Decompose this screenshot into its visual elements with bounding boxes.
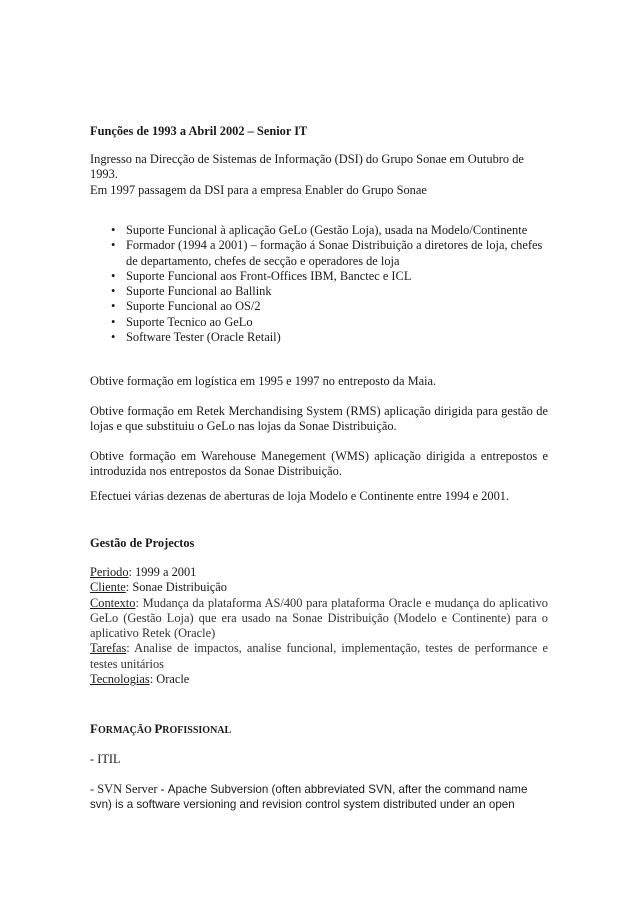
list-item: • Suporte Funcional ao OS/2 — [111, 299, 261, 314]
section-heading-formacao: FORMAÇÃO PROFISSIONAL — [90, 721, 232, 736]
bullet-icon: • — [111, 268, 116, 283]
project-details — [90, 565, 548, 687]
intro-line-2: Em 1997 passagem da DSI para a empresa Enabler do Grupo Sonae — [90, 182, 427, 197]
training-item-svn: - SVN Server - Apache Subversion (often abbreviated SVN, after the command name svn) is a software versioning and revision control system distributed under an open — [90, 782, 528, 812]
list-item: • Suporte Funcional à aplicação GeLo (Gestão Loja), usada na Modelo/Continente — [111, 223, 528, 237]
training-item-itil: - ITIL — [90, 752, 121, 766]
list-item: • Suporte Funcional aos Front-Offices IBM, Banctec e ICL — [111, 268, 412, 283]
bullet-icon: • — [111, 238, 116, 253]
project-context: Contexto: Mudança da plataforma AS/400 para plataforma Oracle e mudança do aplicativo GeLo (Gestão Loja) que era usado na Sonae Distribuição (Modelo e Continente) para o aplicativo Retek (Oracle) — [90, 595, 548, 641]
project-period: Periodo: 1999 a 2001 — [90, 565, 197, 579]
intro-line-1b: 1993. — [90, 167, 118, 182]
bullet-icon: • — [111, 299, 116, 314]
responsibility-list — [90, 223, 548, 345]
list-item: • Software Tester (Oracle Retail) — [111, 330, 281, 345]
section-heading-projects: Gestão de Projectos — [90, 536, 195, 550]
bullet-icon: • — [111, 223, 116, 237]
paragraph-rms: Obtive formação em Retek Merchandising System (RMS) aplicação dirigida para gestão de lojas e que substituiu o GeLo nas lojas da Sonae Distribuição. — [90, 404, 548, 434]
bullet-icon: • — [111, 330, 116, 345]
paragraph-logistics: Obtive formação em logística em 1995 e 1997 no entreposto da Maia. — [90, 374, 437, 388]
list-item: • Formador (1994 a 2001) – formação á Sonae Distribuição a diretores de loja, chefes de departamento, chefes de secção e operadores de loja — [111, 238, 543, 268]
project-client: Cliente: Sonae Distribuição — [90, 580, 227, 595]
bullet-icon: • — [111, 284, 116, 299]
list-item: • Suporte Funcional ao Ballink — [111, 284, 272, 299]
paragraph-openings: Efectuei várias dezenas de aberturas de loja Modelo e Continente entre 1994 e 2001. — [90, 489, 510, 503]
section-heading-senior-it: Funções de 1993 a Abril 2002 – Senior IT — [90, 124, 308, 138]
project-tasks: Tarefas: Analise de impactos, analise funcional, implementação, testes de performance e testes unitários — [90, 641, 548, 671]
bullet-icon: • — [111, 314, 116, 329]
intro-line-1: Ingresso na Direcção de Sistemas de Informação (DSI) do Grupo Sonae em Outubro de — [90, 152, 524, 166]
paragraph-wms: Obtive formação em Warehouse Manegement (WMS) aplicação dirigida a entrepostos e introduzida nos entrepostos da Sonae Distribuição. — [90, 449, 548, 479]
list-item: • Suporte Tecnico ao GeLo — [111, 314, 253, 329]
intro-paragraph — [90, 152, 548, 198]
project-technologies: Tecnologias: Oracle — [90, 672, 190, 687]
